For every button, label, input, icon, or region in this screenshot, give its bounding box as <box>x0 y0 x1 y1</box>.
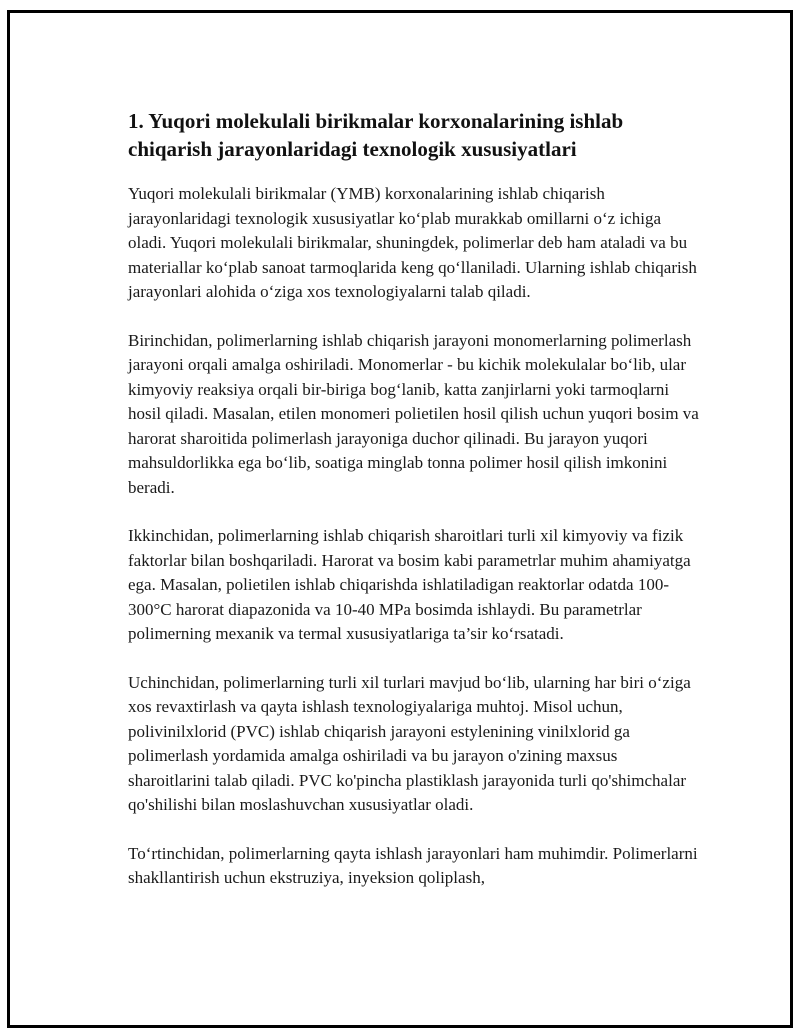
paragraph-second: Ikkinchidan, polimerlarning ishlab chiqarish sharoitlari turli xil kimyoviy va fizik faktorlar bilan boshqariladi. Harorat va bosim kabi parametrlar muhim ahamiyatga ega. Masalan, polietilen ishlab chiqarishda ishlatiladigan reaktorlar odatda 100-300°C harorat diapazonida va 10-40 MPa bosimda ishlaydi. Bu parametrlar polimerning mexanik va termal xususiyatlariga ta’sir ko‘rsatadi. <box>128 526 691 643</box>
paragraph-third: Uchinchidan, polimerlarning turli xil turlari mavjud bo‘lib, ularning har biri o‘ziga xos revaxtirlash va qayta ishlash texnologiyalariga muhtoj. Misol uchun, polivinilxlorid (PVC) ishlab chiqarish jarayoni estylenining vinilxlorid ga polimerlash yordamida amalga oshiriladi va bu jarayon o'zining maxsus sharoitlarini talab qiladi. PVC ko'pincha plastiklash jarayonida turli qo'shimchalar qo'shilishi bilan moslashuvchan xususiyatlar oladi. <box>128 672 691 814</box>
paragraph-fourth: To‘rtinchidan, polimerlarning qayta ishlash jarayonlari ham muhimdir. Polimerlarni shakllantirish uchun ekstruziya, inyeksion qoliplash, <box>128 843 698 887</box>
section-heading: 1. Yuqori molekulali birikmalar korxonalarining ishlab chiqarish jarayonlaridagi texnologik xususiyatlari <box>128 109 624 161</box>
document-body <box>128 107 700 891</box>
page-frame <box>7 10 793 1028</box>
paragraph-intro: Yuqori molekulali birikmalar (YMB) korxonalarining ishlab chiqarish jarayonlaridagi texnologik xususiyatlar ko‘plab murakkab omillarni o‘z ichiga oladi. Yuqori molekulali birikmalar, shuningdek, polimerlar deb ham ataladi va bu materiallar ko‘plab sanoat tarmoqlarida keng qo‘llaniladi. Ularning ishlab chiqarish jarayonlari alohida o‘ziga xos texnologiyalarni talab qiladi. <box>128 184 697 301</box>
paragraph-first: Birinchidan, polimerlarning ishlab chiqarish jarayoni monomerlarning polimerlash jarayoni orqali amalga oshiriladi. Monomerlar - bu kichik molekulalar bo‘lib, ular kimyoviy reaksiya orqali bir-biriga bog‘lanib, katta zanjirlarni yoki tarmoqlarni hosil qiladi. Masalan, etilen monomeri polietilen hosil qilish uchun yuqori bosim va harorat sharoitida polimerlash jarayoniga duchor qilinadi. Bu jarayon yuqori mahsuldorlikka ega bo‘lib, soatiga minglab tonna polimer hosil qilish imkonini beradi. <box>128 330 699 497</box>
